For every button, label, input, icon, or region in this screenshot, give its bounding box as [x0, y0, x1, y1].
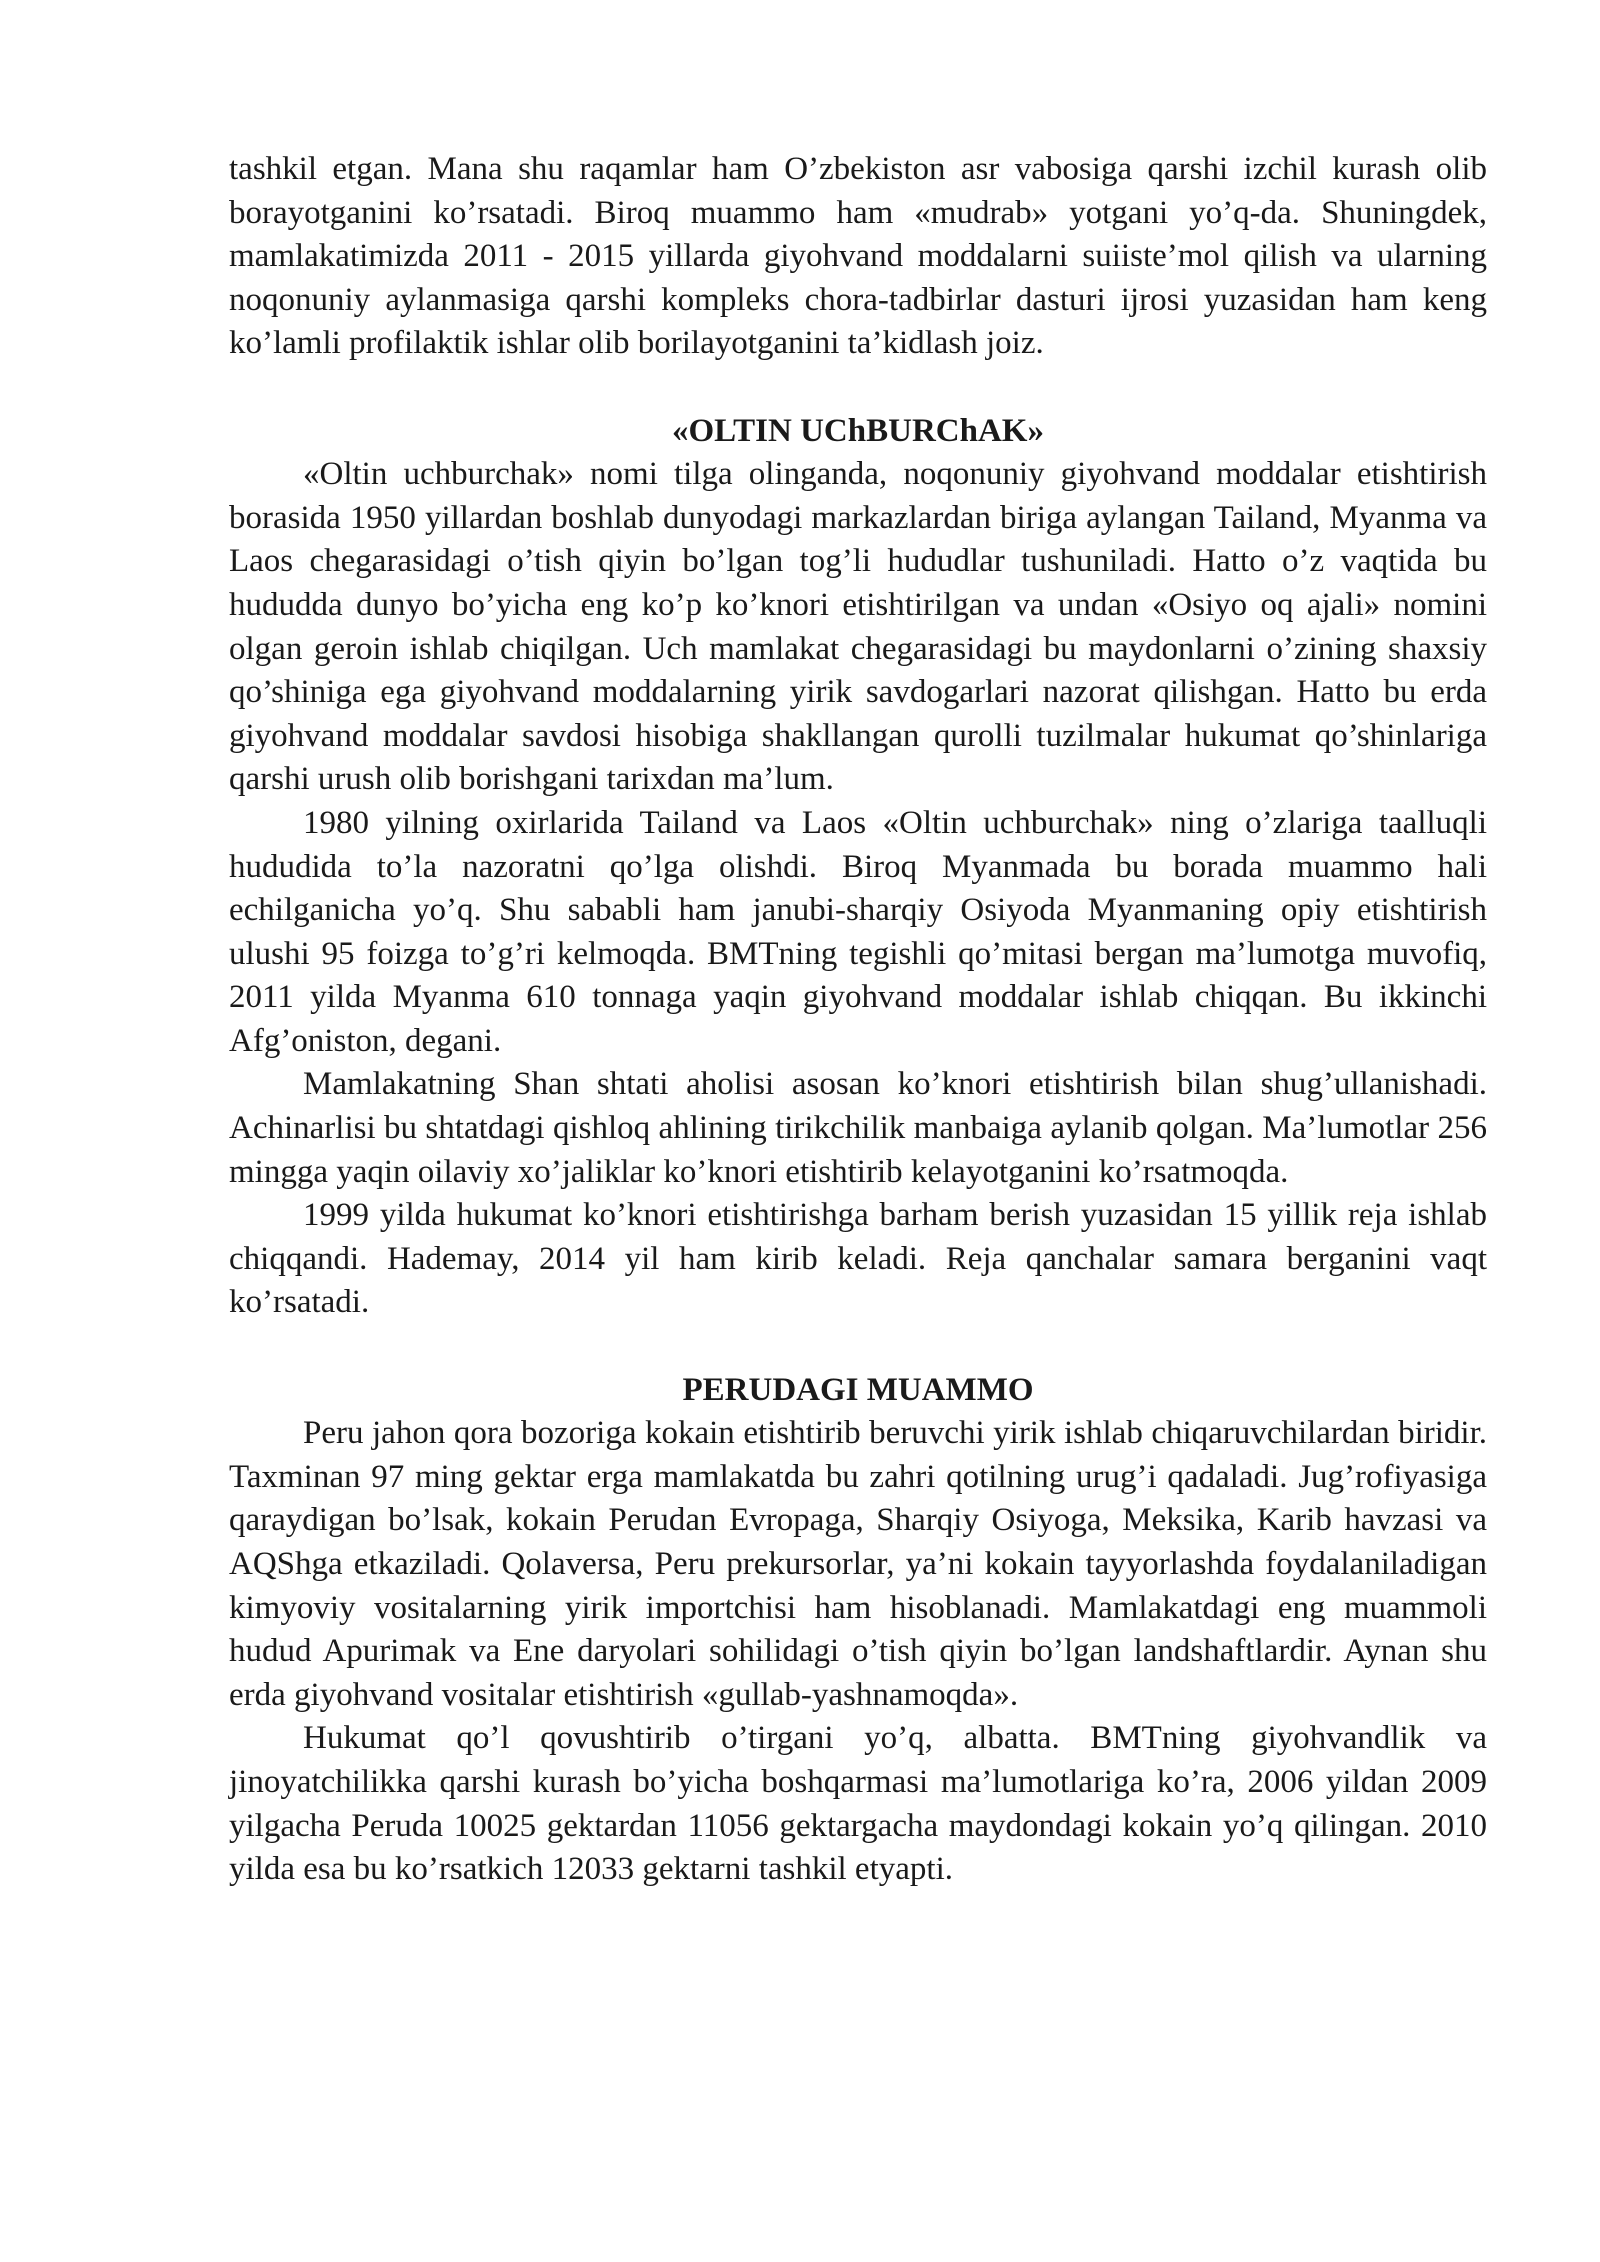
section-heading-perudagi-muammo: PERUDAGI MUAMMO: [682, 1371, 1034, 1408]
spacer: [229, 366, 1487, 410]
body-paragraph: Hukumat qo’l qovushtirib o’tirgani yo’q, albatta. BMTning giyohvandlik va jinoyatchilikka qarshi kurash bo’yicha boshqarmasi ma’lumotlariga ko’ra, 2006 yildan 2009 yilgacha Peruda 10025 gektardan 11056 gektargacha maydondagi kokain yo’q qilingan. 2010 yilda esa bu ko’rsatkich 12033 gektarni tashkil etyapti.: [229, 1720, 1487, 1888]
body-paragraph: 1980 yilning oxirlarida Tailand va Laos «Oltin uchburchak» ning o’zlariga taalluqli hududida to’la nazoratni qo’lga olishdi. Biroq Myanmada bu borada muammo hali echilganicha yo’q. Shu sababli ham janubi-sharqiy Osiyoda Myanmaning opiy etishtirish ulushi 95 foizga to’g’ri kelmoqda. BMTning tegishli qo’mitasi bergan ma’lumotga muvofiq, 2011 yilda Myanma 610 tonnaga yaqin giyohvand moddalar ishlab chiqqan. Bu ikkinchi Afg’oniston, degani.: [229, 804, 1487, 1059]
body-paragraph: Peru jahon qora bozoriga kokain etishtirib beruvchi yirik ishlab chiqaruvchilardan biridir. Taxminan 97 ming gektar erga mamlakatda bu zahri qotilning urug’i qadaladi. Jug’rofiyasiga qaraydigan bo’lsak, kokain Perudan Evropaga, Sharqiy Osiyoga, Meksika, Karib havzasi va AQShga etkaziladi. Qolaversa, Peru prekursorlar, ya’ni kokain tayyorlashda foydalaniladigan kimyoviy vositalarning yirik importchisi ham hisoblanadi. Mamlakatdagi eng muammoli hudud Apurimak va Ene daryolari sohilidagi o’tish qiyin bo’lgan landshaftlardir. Aynan shu erda giyohvand vositalar etishtirish «gullab-yashnamoqda».: [229, 1415, 1487, 1713]
body-paragraph: «Oltin uchburchak» nomi tilga olinganda, noqonuniy giyohvand moddalar etishtirish borasida 1950 yillardan boshlab dunyodagi markazlardan biriga aylangan Tailand, Myanma va Laos chegarasidagi o’tish qiyin bo’lgan tog’li hududlar tushuniladi. Hatto o’z vaqtida bu hududda dunyo bo’yicha eng ko’p ko’knori etishtirilgan va undan «Osiyo oq ajali» nomini olgan geroin ishlab chiqilgan. Uch mamlakat chegarasidagi bu maydonlarni o’zining shaxsiy qo’shiniga ega giyohvand moddalarning yirik savdogarlari nazorat qilishgan. Hatto bu erda giyohvand moddalar savdosi hisobiga shakllangan qurolli tuzilmalar hukumat qo’shinlariga qarshi urush olib borishgani tarixdan ma’lum.: [229, 456, 1487, 798]
document-page: [229, 148, 1487, 1892]
section-heading-oltin-uchburchak: «OLTIN UChBURChAK»: [672, 412, 1044, 449]
intro-paragraph: tashkil etgan. Mana shu raqamlar ham O’zbekiston asr vabosiga qarshi izchil kurash olib borayotganini ko’rsatadi. Biroq muammo ham «mudrab» yotgani yo’q-da. Shuningdek, mamlakatimizda 2011 - 2015 yillarda giyohvand moddalarni suiiste’mol qilish va ularning noqonuniy aylanmasiga qarshi kompleks chora-tadbirlar dasturi ijrosi yuzasidan ham keng ko’lamli profilaktik ishlar olib borilayotganini ta’kidlash joiz.: [229, 151, 1487, 362]
body-paragraph: Mamlakatning Shan shtati aholisi asosan ko’knori etishtirish bilan shug’ullanishadi. Achinarlisi bu shtatdagi qishloq ahlining tirikchilik manbaiga aylanib qolgan. Ma’lumotlar 256 mingga yaqin oilaviy xo’jaliklar ko’knori etishtirib kelayotganini ko’rsatmoqda.: [229, 1066, 1487, 1190]
spacer: [229, 1325, 1487, 1369]
body-paragraph: 1999 yilda hukumat ko’knori etishtirishga barham berish yuzasidan 15 yillik reja ishlab chiqqandi. Hademay, 2014 yil ham kirib keladi. Reja qanchalar samara berganini vaqt ko’rsatadi.: [229, 1197, 1487, 1321]
